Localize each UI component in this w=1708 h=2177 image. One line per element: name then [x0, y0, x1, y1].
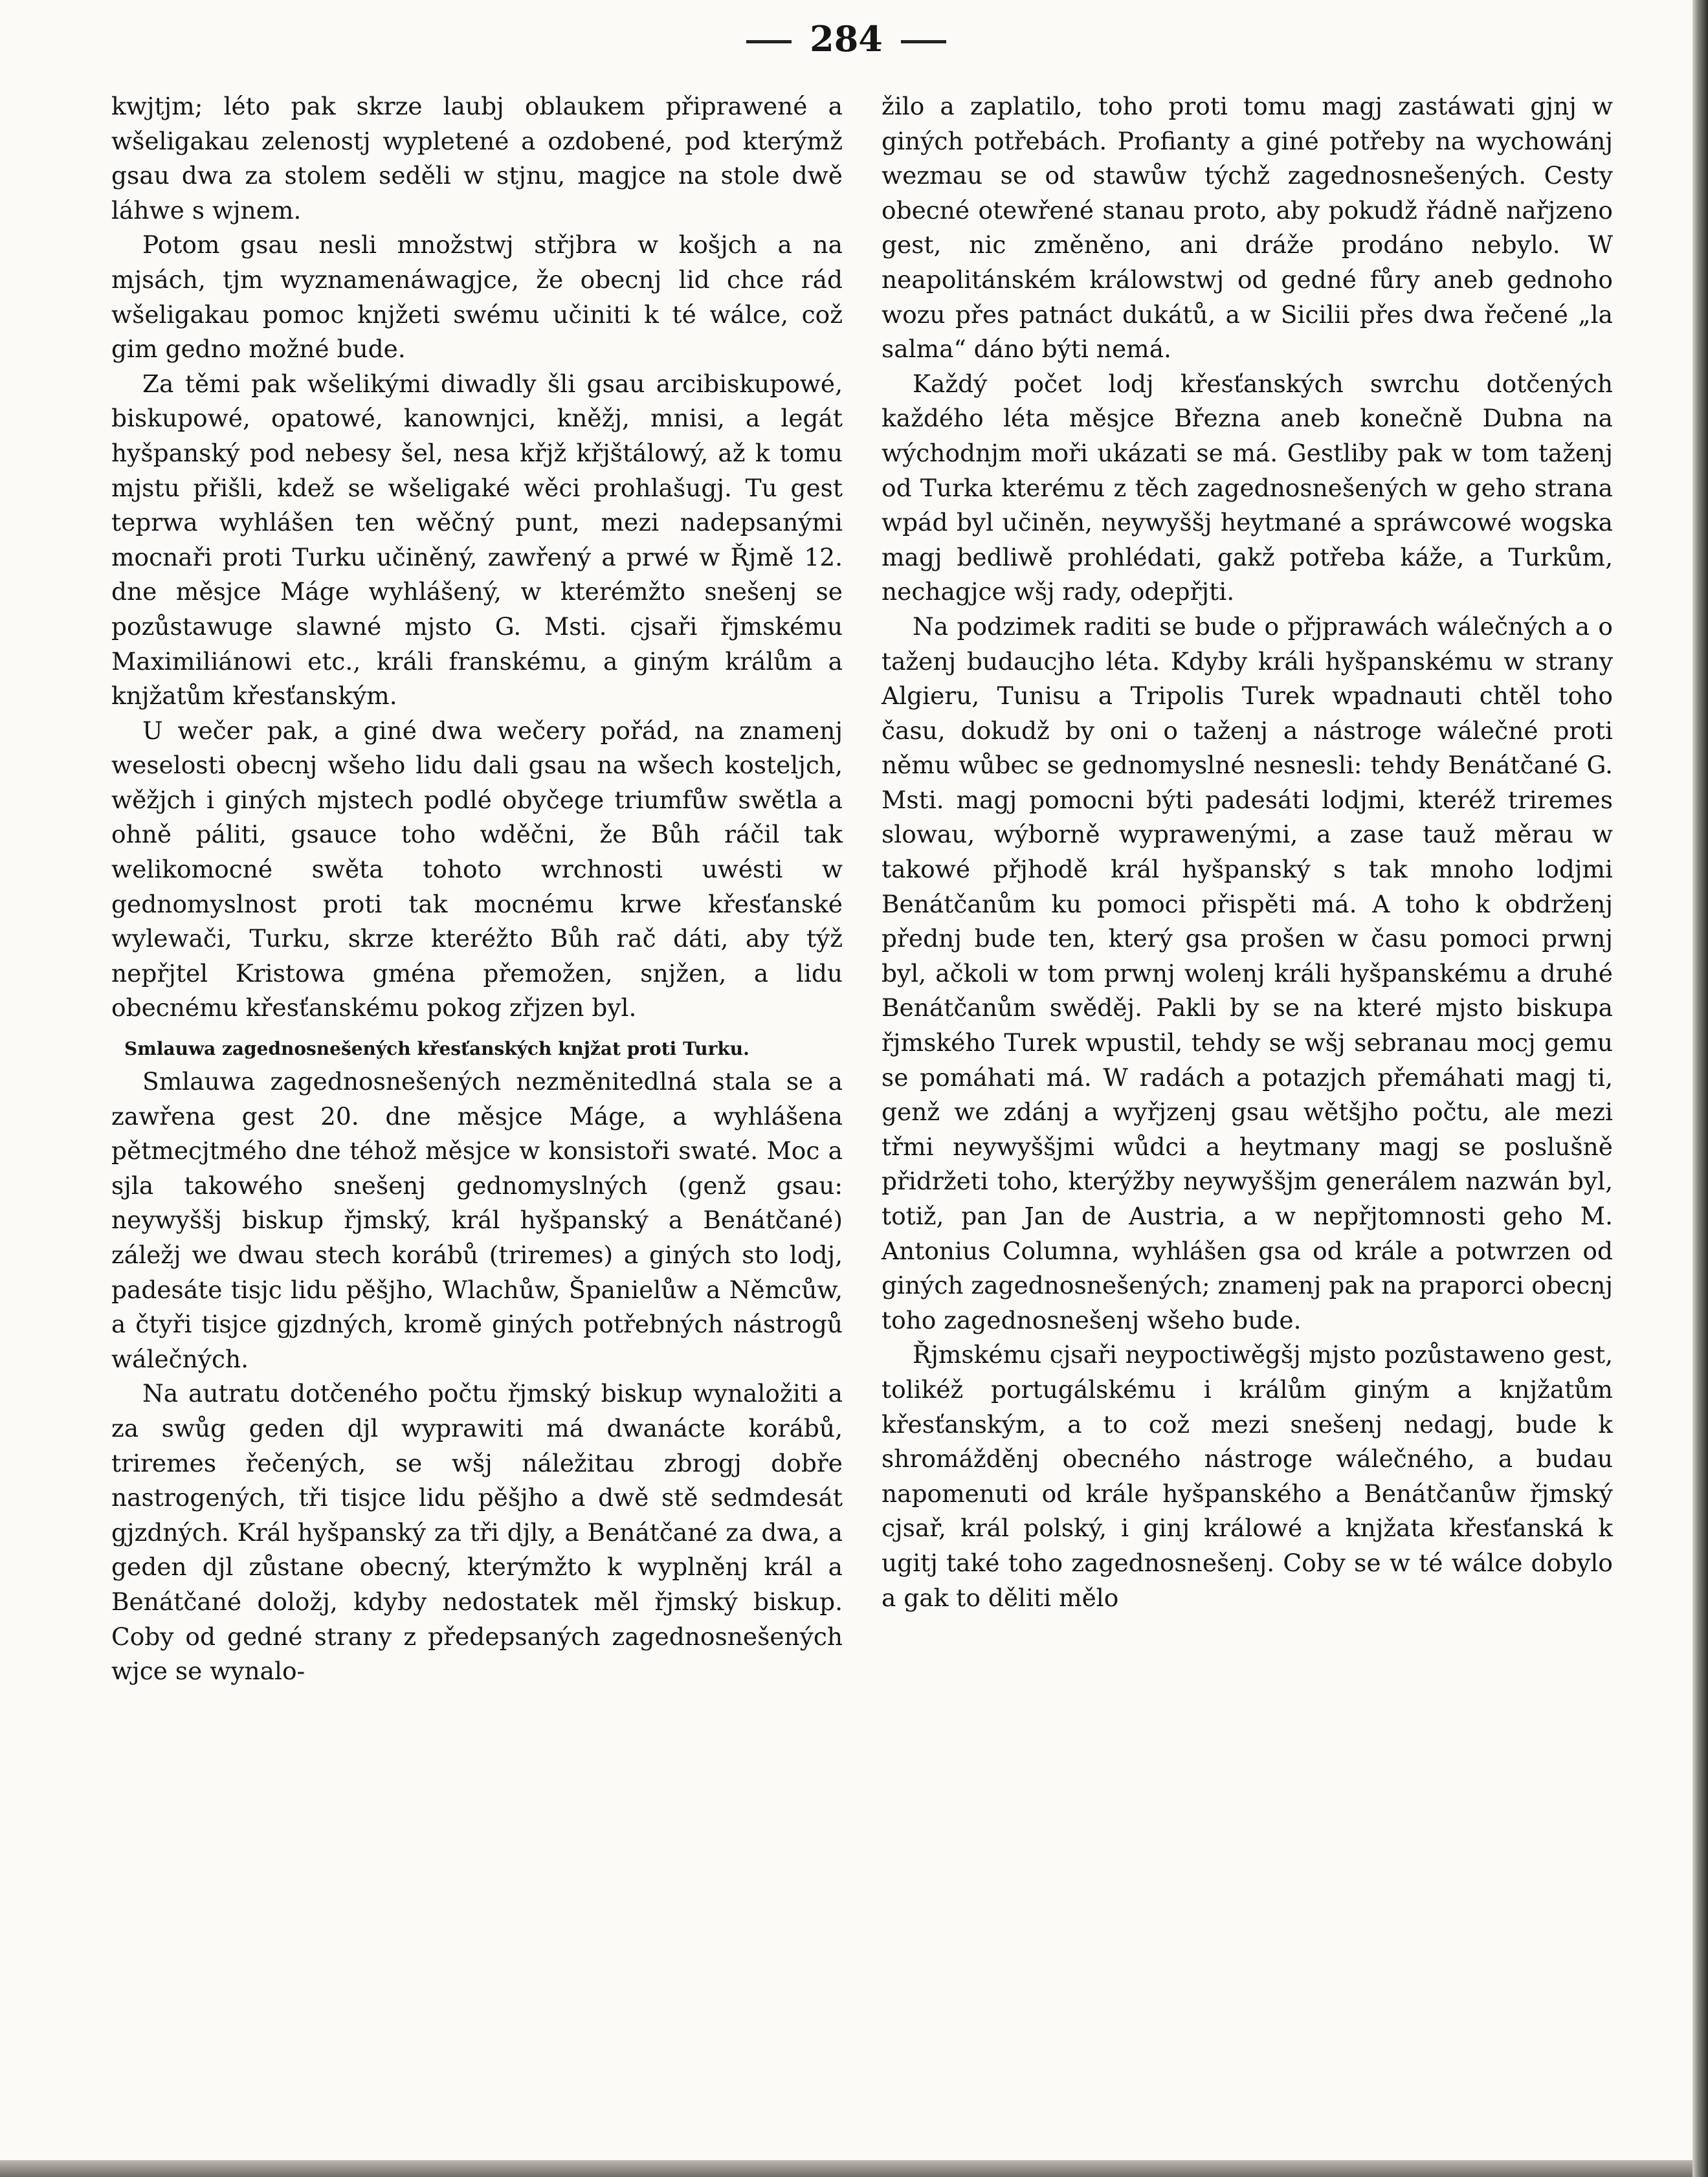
scan-right-edge — [1692, 0, 1708, 2177]
paragraph: Smlauwa zagednosnešených nezměnitedlná stala se a zawřena gest 20. dne měsjce Máge, a wyhlášena pětmecjtmého dne téhož měsjce w konsistoři swaté. Moc a sjla takowého snešenj gednomyslných (genž gsau: neywyššj biskup řjmský, král hyšpanský a Benátčané) záležj we dwau stech korábů (triremes) a giných sto lodj, padesáte tisjc lidu pěšjho, Wlachůw, Španielůw a Němcůw, a čtyři tisjce gjzdných, kromě giných potřebných nástrogů wálečných. — [111, 1067, 843, 1373]
section-heading: Smlauwa zagednosnešených křesťanských knjžat proti Turku. — [124, 1038, 749, 1060]
paragraph: Každý počet lodj křesťanských swrchu dotčených každého léta měsjce Března aneb konečně Dubna na wýchodnjm moři ukázati se má. Gestliby pak w tom taženj od Turka kterému z těch zagednosnešených w geho strana wpád byl učiněn, neywyššj heytmané a spráwcowé wogska magj bedliwě prohlédati, gakž potřeba káže, a Turkům, nechagjce wšj rady, odepřjti. — [882, 369, 1613, 606]
right-column — [882, 89, 1613, 1615]
paragraph: Na podzimek raditi se bude o přjprawách wálečných a o taženj budaucjho léta. Kdyby králi hyšpanskému w strany Algieru, Tunisu a Tripolis Turek wpadnauti chtěl toho času, dokudž by oni o taženj a nástroge wálečné proti němu wůbec se gednomyslné nesnesli: tehdy Benátčané G. Msti. magj pomocni býti padesáti lodjmi, kteréž triremes slowau, wýborně wyprawenými, a zase tauž měrau w takowé přjhodě král hyšpanský s tak mnoho lodjmi Benátčanům ku pomoci přispěti má. A toho k obdrženj přednj bude ten, který gsa prošen w času pomoci prwnj byl, ačkoli w tom prwnj wolenj králi hyšpanskému a druhé Benátčanům swěděj. Pakli by se na které mjsto biskupa řjmského Turek wpustil, tehdy se wšj sebranau mocj gemu se pomáhati má. W radách a potazjch přemáhati magj ti, genž we zdánj a wyřjzenj gsau wětšjho počtu, ale mezi třmi neywyššjmi wůdci a heytmany magj se poslušně přidržeti toho, kterýžby neywyššjm generálem nazwán byl, totiž, pan Jan de Austria, a w nepřjtomnosti geho M. Antonius Columna, wyhlášen gsa od krále a potwrzen od giných zagednosnešených; znamenj pak na praporci obecnj toho zagednosnešenj wšeho bude. — [882, 612, 1613, 1334]
header-dash-left — [746, 40, 792, 43]
page-header — [0, 16, 1692, 61]
paragraph: Potom gsau nesli množstwj střjbra w košjch a na mjsách, tjm wyznamenáwagjce, že obecnj lid chce rád wšeligakau pomoc knjžeti swému učiniti k té wálce, což gim gedno možné bude. — [111, 230, 843, 364]
paragraph: Řjmskému cjsaři neypoctiwěgšj mjsto pozůstaweno gest, tolikéž portugálskému i králům giným a knjžatům křesťanským, a to což mezi snešenj nedagj, bude k shromážděnj obecného nástroge wálečného, a budau napomenuti od krále hyšpanského a Benátčanůw řjmský cjsař, král polský, i ginj králowé a knjžata křesťanská k ugitj také toho zagednosnešenj. Coby se w té wálce dobylo a gak to děliti mělo — [882, 1340, 1613, 1612]
scan-bottom-edge — [0, 2160, 1692, 2177]
left-column — [111, 89, 843, 1689]
paragraph: U wečer pak, a giné dwa wečery pořád, na znamenj weselosti obecnj wšeho lidu dali gsau na wšech kosteljch, wěžjch i giných mjstech podlé obyčege triumfůw swětla a ohně páliti, gsauce toho wděčni, že Bůh ráčil tak welikomocné swěta tohoto wrchnosti uwésti w gednomyslnost proti tak mocnému krwe křesťanské wylewači, Turku, skrze kteréžto Bůh rač dáti, aby týž nepřjtel Kristowa gména přemožen, snjžen, a lidu obecnému křesťanskému pokog zřjzen byl. — [111, 716, 843, 1022]
page-number: 284 — [810, 18, 883, 60]
paragraph: žilo a zaplatilo, toho proti tomu magj zastáwati gjnj w giných potřebách. Profianty a giné potřeby na wychowánj wezmau se od stawůw týchž zagednosnešených. Cesty obecné otewřené stanau proto, aby pokudž řádně nařjzeno gest, nic změněno, ani dráže prodáno nebylo. W neapolitánském králowstwj od gedné fůry aneb gednoho wozu přes patnáct dukátů, a w Sicilii přes dwa řečené „la salma“ dáno býti nemá. — [882, 92, 1613, 364]
paragraph: Za těmi pak wšelikými diwadly šli gsau arcibiskupowé, biskupowé, opatowé, kanownjci, kněžj, mnisi, a legát hyšpanský pod nebesy šel, nesa křjž křjštálowý, až k tomu mjstu přišli, kdež se wšeligaké wěci prohlašugj. Tu gest teprwa wyhlášen ten wěčný punt, mezi nadepsanými mocnaři proti Turku učiněný, zawřený a prwé w Řjmě 12. dne měsjce Máge wyhlášený, w kterémžto snešenj se pozůstawuge slawné mjsto G. Msti. cjsaři řjmskému Maximiliánowi etc., králi franskému, a giným králům a knjžatům křesťanským. — [111, 369, 843, 711]
header-dash-right — [901, 40, 946, 43]
paragraph: Na autratu dotčeného počtu řjmský biskup wynaložiti a za swůg geden djl wyprawiti má dwanácte korábů, triremes řečených, se wšj náležitau zbrogj dobře nastrogených, tři tisjce lidu pěšjho a dwě stě sedmdesát gjzdných. Král hyšpanský za tři djly, a Benátčané za dwa, a geden djl zůstane obecný, kterýmžto k wyplněnj král a Benátčané doložj, kdyby nedostatek měl řjmský biskup. Coby od gedné strany z předepsaných zagednosnešených wjce se wynalo- — [111, 1379, 843, 1686]
paragraph: kwjtjm; léto pak skrze laubj oblaukem připrawené a wšeligakau zelenostj wypletené a ozdobené, pod kterýmž gsau dwa za stolem seděli w stjnu, magjce na stole dwě láhwe s wjnem. — [111, 92, 843, 225]
